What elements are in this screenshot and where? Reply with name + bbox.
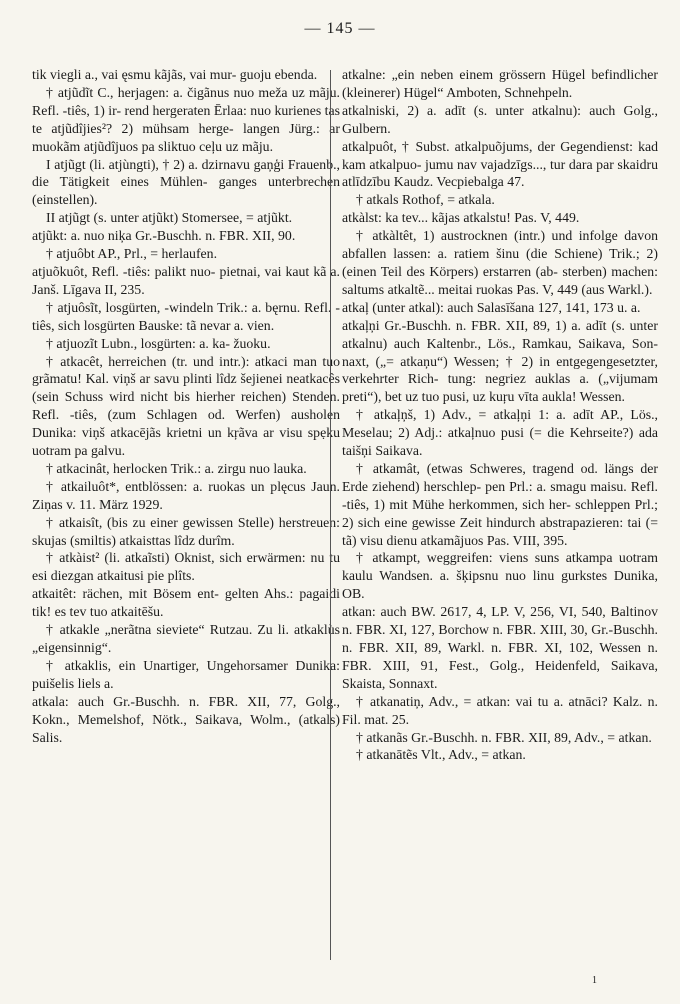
dictionary-entry: † atkaļņš, 1) Adv., = atkaļņi 1: a. adīt AP., Lös., Meselau; 2) Adj.: atkaļnuo pusi (= die Kehrseite?) ada taišņi Saikava. — [342, 407, 658, 459]
dictionary-entry: † atkals Rothof, = atkala. — [356, 192, 495, 208]
dictionary-entry: † atjuôsĩt, losgürten, -windeln Trik.: a. bęrnu. Refl. -tiês, sich losgürten Bauske: tã nevar a. vien. — [32, 299, 340, 333]
column-divider — [330, 70, 331, 960]
dictionary-entry: † atkaisît, (bis zu einer gewissen Stelle) herstreuen: skujas (smiltis) atkaisttas lîdz durîm. — [32, 514, 340, 548]
dictionary-entry: † atkaklis, ein Unartiger, Ungehorsamer Dunika: puišelis liels a. — [32, 657, 340, 691]
page-number: — 145 — — [304, 20, 376, 37]
dictionary-entry: I atjũgt (li. atjùngti), † 2) a. dzirnavu gaņģi Frauenb., die Tätigkeit eines Mühlen- ganges unterbrechen (einstellen). — [32, 156, 340, 208]
dictionary-entry: † atkàist² (li. atkaĩsti) Oknist, sich erwärmen: nu tu esi diezgan atkaitusi pie plîts. — [32, 550, 340, 584]
dictionary-entry: † atkailuôt*, entblössen: a. ruokas un plęcus Jaun. Ziņas v. 11. März 1929. — [32, 478, 340, 512]
dictionary-entry: tik viegli a., vai ęsmu kãjãs, vai mur- guoju ebenda. — [32, 67, 318, 82]
dictionary-entry: atkalniski, 2) a. adīt (s. unter atkalnu): auch Golg., Gulbern. — [342, 102, 658, 136]
dictionary-entry: II atjũgt (s. unter atjũkt) Stomersee, = atjũkt. — [46, 210, 293, 226]
dictionary-entry: † atkanãs Gr.-Buschh. n. FBR. XII, 89, Adv., = atkan. — [356, 729, 652, 745]
left-column — [32, 66, 340, 746]
dictionary-entry: atjũkt: a. nuo niķa Gr.-Buschh. n. FBR. XII, 90. — [32, 228, 296, 244]
dictionary-entry: atkalne: „ein neben einem grössern Hügel befindlicher (kleinerer) Hügel“ Amboten, Schnehpeln. — [342, 67, 658, 100]
dictionary-entry: † atkanatiņ, Adv., = atkan: vai tu a. atnāci? Kalz. n. Fil. mat. 25. — [342, 693, 658, 727]
dictionary-entry: atkalpuôt, † Subst. atkalpuõjums, der Gegendienst: kad kam atkalpuo- jumu nav vajadzīgs..., tur dara par skaidru atlīdzību Kaudz. Vecpiebalga 47. — [342, 138, 658, 190]
dictionary-entry: † atkàltêt, 1) austrocknen (intr.) und infolge davon abfallen lassen: a. ratiem šinu (die Schiene) Trik.; 2) (einen Teil des Körpers) erstarren (ab- sterben) machen: saltums atkaltẽ... meitai ruokas Pas. V, 449 (aus Warkl.). — [342, 228, 658, 297]
dictionary-entry: † atjuozĩt Lubn., losgürten: a. ka- žuoku. — [46, 335, 271, 351]
dictionary-entry: † atkacinât, herlocken Trik.: a. zirgu nuo lauka. — [46, 460, 307, 476]
dictionary-entry: atkala: auch Gr.-Buschh. n. FBR. XII, 77, Golg., Kokn., Memelshof, Nötk., Saikava, Wolm., (atkals) Salis. — [32, 693, 340, 745]
dictionary-entry: atkaitêt: rächen, mit Bösem ent- gelten Ahs.: pagaidi tik! es tev tuo atkaitēšu. — [32, 586, 340, 620]
right-column — [342, 66, 658, 764]
dictionary-entry: atjuõkuôt, Refl. -tiês: palikt nuo- pietnai, vai kaut kã a. Janš. Līgava II, 235. — [32, 263, 340, 297]
dictionary-entry: atkaļ (unter atkal): auch Salasīšana 127, 141, 173 u. a. — [342, 299, 641, 315]
dictionary-entry: † atkakle „nerãtna sieviete“ Rutzau. Zu li. atkaklùs „eigensinnig“. — [32, 622, 340, 655]
dictionary-entry: atkan: auch BW. 2617, 4, LP. V, 256, VI, 540, Baltinov n. FBR. XI, 127, Borchow n. FBR. XIII, 30, Gr.-Buschh. n. FBR. XII, 89, Warkl. n. FBR. XI, 102, Wessen n. FBR. XIII, 91, Fest., Golg., Heidenfeld, Saikava, Skaista, Sonnaxt. — [342, 604, 658, 691]
footer-mark: 1 — [592, 975, 597, 986]
dictionary-entry: † atjuôbt AP., Prl., = herlaufen. — [46, 246, 218, 262]
dictionary-entry: † atkanātẽs Vlt., Adv., = atkan. — [356, 747, 526, 763]
dictionary-entry: † atkamât, (etwas Schweres, tragend od. längs der Erde ziehend) herschlep- pen Prl.: a. smagu maisu. Refl. -tiês, 1) mit Mühe herkommen, sich her- schleppen Prl.; 2) sich eine gewisse Zeit hindurch abstrapazieren: tai (= tã) visu dienu atkamãjuos Pas. VIII, 395. — [342, 460, 658, 548]
dictionary-entry: † atkacêt, herreichen (tr. und intr.): atkaci man tuo grãmatu! Kal. viņš ar savu plinti lîdz šejienei neatkacês (sein Schuss wird nicht bis hierher reichen) Stenden. Refl. -tiês, (zum Schlagen od. Werfen) ausholen Dunika: viņš atkacējãs krietni un kŗãva ar visu spẹku uotram pa galvu. — [32, 353, 340, 459]
dictionary-entry: atkàlst: ka tev... kãjas atkalstu! Pas. V, 449. — [342, 210, 580, 226]
dictionary-entry: † atkampt, weggreifen: viens suns atkampa uotram kaulu Wandsen. a. šķipsnu nuo linu gurkstes Dunika, OB. — [342, 550, 658, 602]
dictionary-entry: atkaļņi Gr.-Buschh. n. FBR. XII, 89, 1) a. adīt (s. unter atkalnu) auch Kaltenbr., Lös., Ramkau, Saikava, Son- naxt, („= atkaņu“) Wessen; † 2) in entgegengesetzter, verkehrter Rich- tung: negriez auklas a. („vijumam preti“), bet uz tuo pusi, uz kuŗu vīta aukla! Wessen. — [342, 317, 658, 405]
dictionary-entry: † atjũdĩt C., herjagen: a. čigãnus nuo meža uz mãju. Refl. -tiês, 1) ir- rend hergeraten Ērlaa: nuo kurienes tas te atjũdîjies²? 2) mühsam herge- langen Jürg.: ar muokãm atjũdîjuos pa sliktuo ceļu uz mãju. — [32, 84, 340, 154]
